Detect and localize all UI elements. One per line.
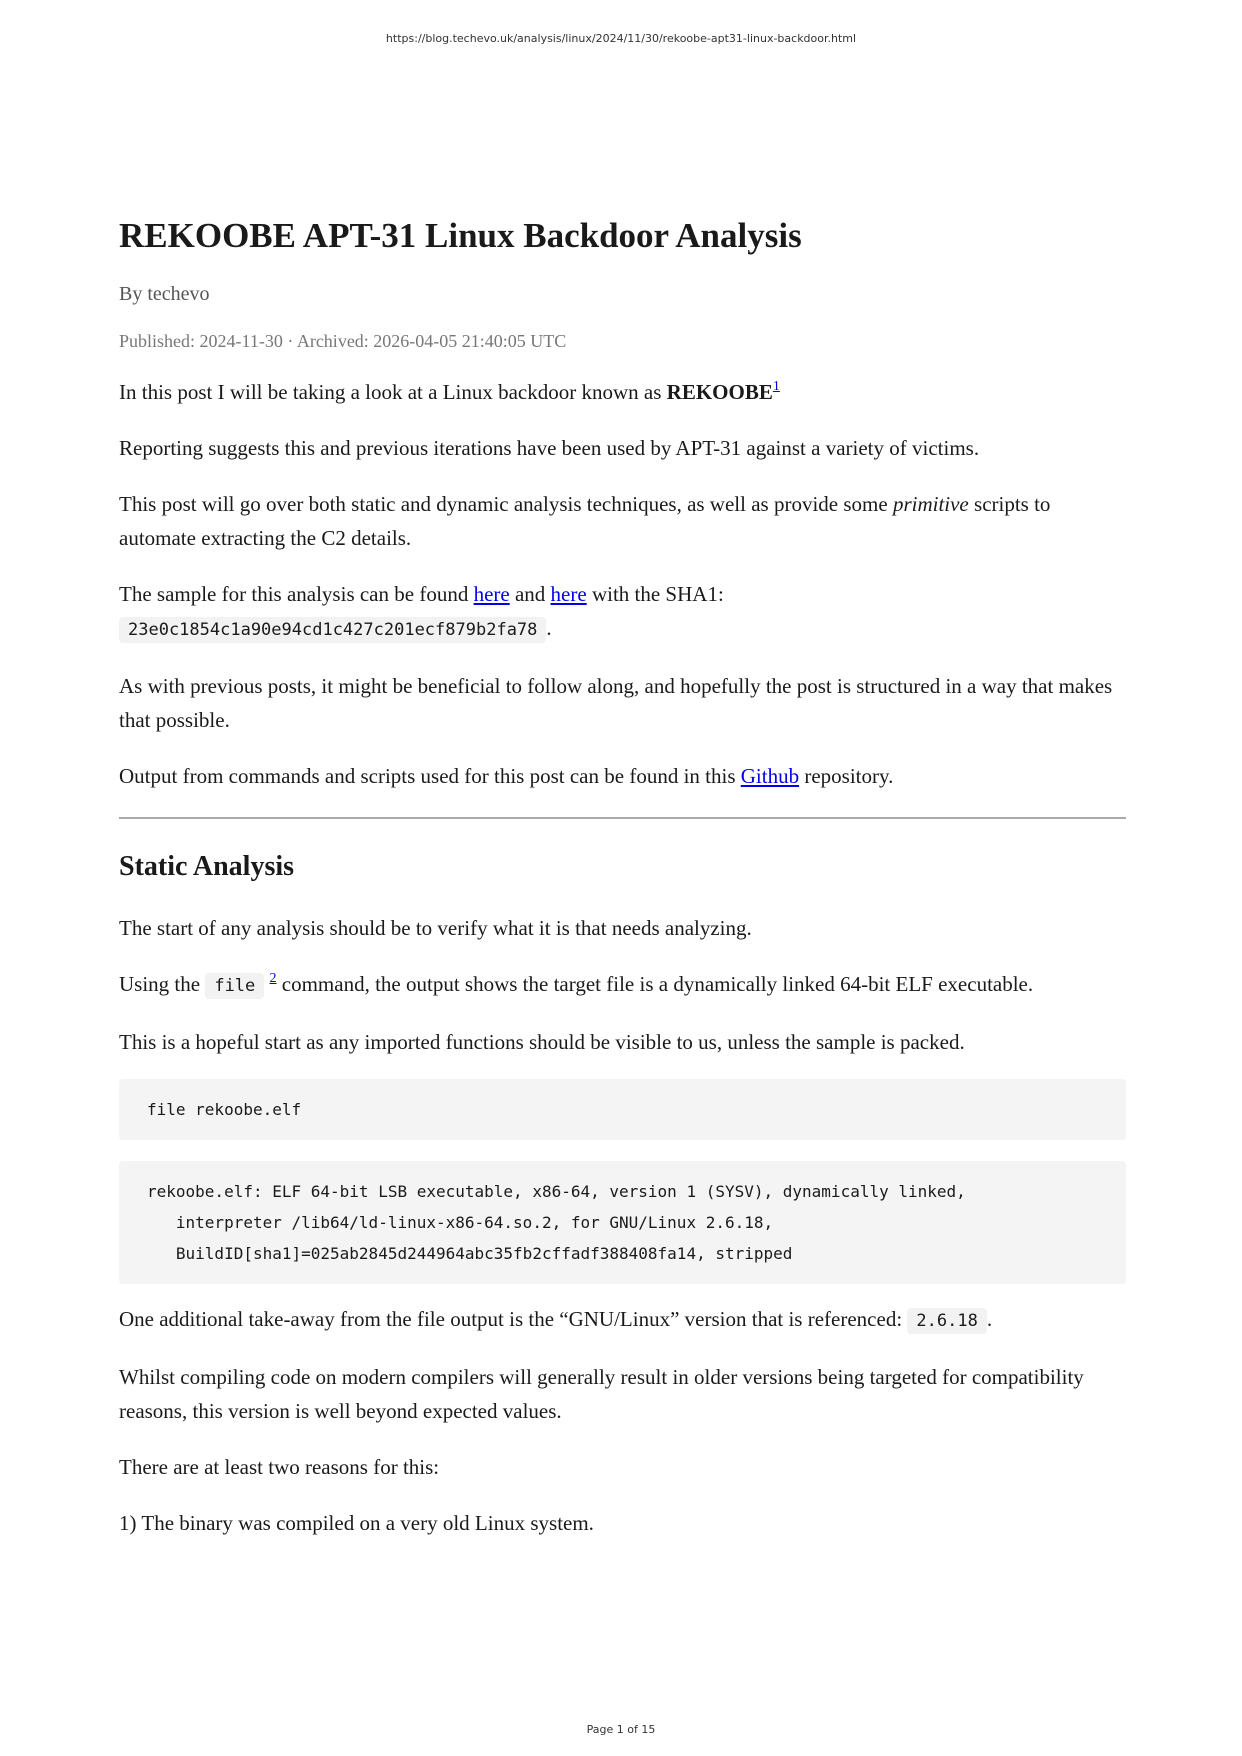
sample-link-2[interactable]: here bbox=[550, 582, 587, 606]
file-command-paragraph: Using the file $^2$ command, the output shows the target file is a dynamically linked 64-bit ELF executable. bbox=[119, 967, 1126, 1003]
publish-meta: Published: 2024-11-30 · Archived: 2026-04-05 21:40:05 UTC bbox=[119, 331, 567, 351]
sample-paragraph: The sample for this analysis can be found here and here with the SHA1: 23e0c1854c1a90e94cd1c427c201ecf879b2fa78 . bbox=[119, 577, 1126, 647]
footnote-link-2[interactable]: 2 bbox=[269, 971, 277, 986]
code-block-command[interactable]: file rekoobe.elf bbox=[119, 1079, 1126, 1140]
malware-name: REKOOBE bbox=[666, 380, 773, 404]
section-heading-static-analysis: Static Analysis bbox=[119, 851, 295, 882]
follow-along-paragraph: As with previous posts, it might be beneficial to follow along, and hopefully the post is structured in a way that makes that possible. bbox=[119, 674, 1113, 732]
gnu-version-paragraph: One additional take-away from the file output is the “GNU/Linux” version that is referenced: 2.6.18 . bbox=[119, 1302, 1126, 1338]
sample-link-1[interactable]: here bbox=[473, 582, 510, 606]
reporting-paragraph: Reporting suggests this and previous iterations have been used by APT-31 against a variety of victims. bbox=[119, 436, 980, 460]
page-url: https://blog.techevo.uk/analysis/linux/2024/11/30/rekoobe-apt31-linux-backdoor.html bbox=[385, 32, 857, 45]
code-block-output[interactable]: rekoobe.elf: ELF 64-bit LSB executable, x86-64, version 1 (SYSV), dynamically linked, interpreter /lib64/ld-linux-x86-64.so.2, for GNU/Linux 2.6.18, BuildID[sha1]=025ab2845d244964abc35fb2cffadf388408fa14, stripped bbox=[119, 1161, 1126, 1284]
sha1-hash: 23e0c1854c1a90e94cd1c427c201ecf879b2fa78 bbox=[119, 617, 546, 643]
footnote-link-1[interactable]: 1 bbox=[772, 379, 780, 394]
hopeful-paragraph: This is a hopeful start as any imported functions should be visible to us, unless the sample is packed. bbox=[119, 1030, 965, 1054]
reasons-paragraph: There are at least two reasons for this: bbox=[119, 1455, 440, 1479]
file-command-code: file bbox=[205, 973, 264, 999]
github-link[interactable]: Github bbox=[740, 764, 800, 788]
reason-one-paragraph: 1) The binary was compiled on a very old Linux system. bbox=[119, 1511, 594, 1535]
github-paragraph: Output from commands and scripts used for this post can be found in this Github repository. bbox=[119, 764, 894, 788]
overview-paragraph: This post will go over both static and dynamic analysis techniques, as well as provide some primitive scripts to automate extracting the C2 details. bbox=[119, 492, 1051, 550]
intro-paragraph: In this post I will be taking a look at a Linux backdoor known as REKOOBE$^1$ bbox=[119, 379, 780, 404]
article-title: REKOOBE APT-31 Linux Backdoor Analysis bbox=[119, 216, 802, 255]
article bbox=[119, 213, 1126, 1540]
kernel-version-code: 2.6.18 bbox=[907, 1308, 986, 1334]
byline: By techevo bbox=[119, 283, 210, 305]
compiler-paragraph: Whilst compiling code on modern compilers will generally result in older versions being targeted for compatibility reasons, this version is well beyond expected values. bbox=[119, 1365, 1084, 1423]
section-divider bbox=[119, 817, 1126, 819]
page-footer: Page 1 of 15 bbox=[586, 1723, 656, 1736]
verify-paragraph: The start of any analysis should be to verify what it is that needs analyzing. bbox=[119, 916, 752, 940]
